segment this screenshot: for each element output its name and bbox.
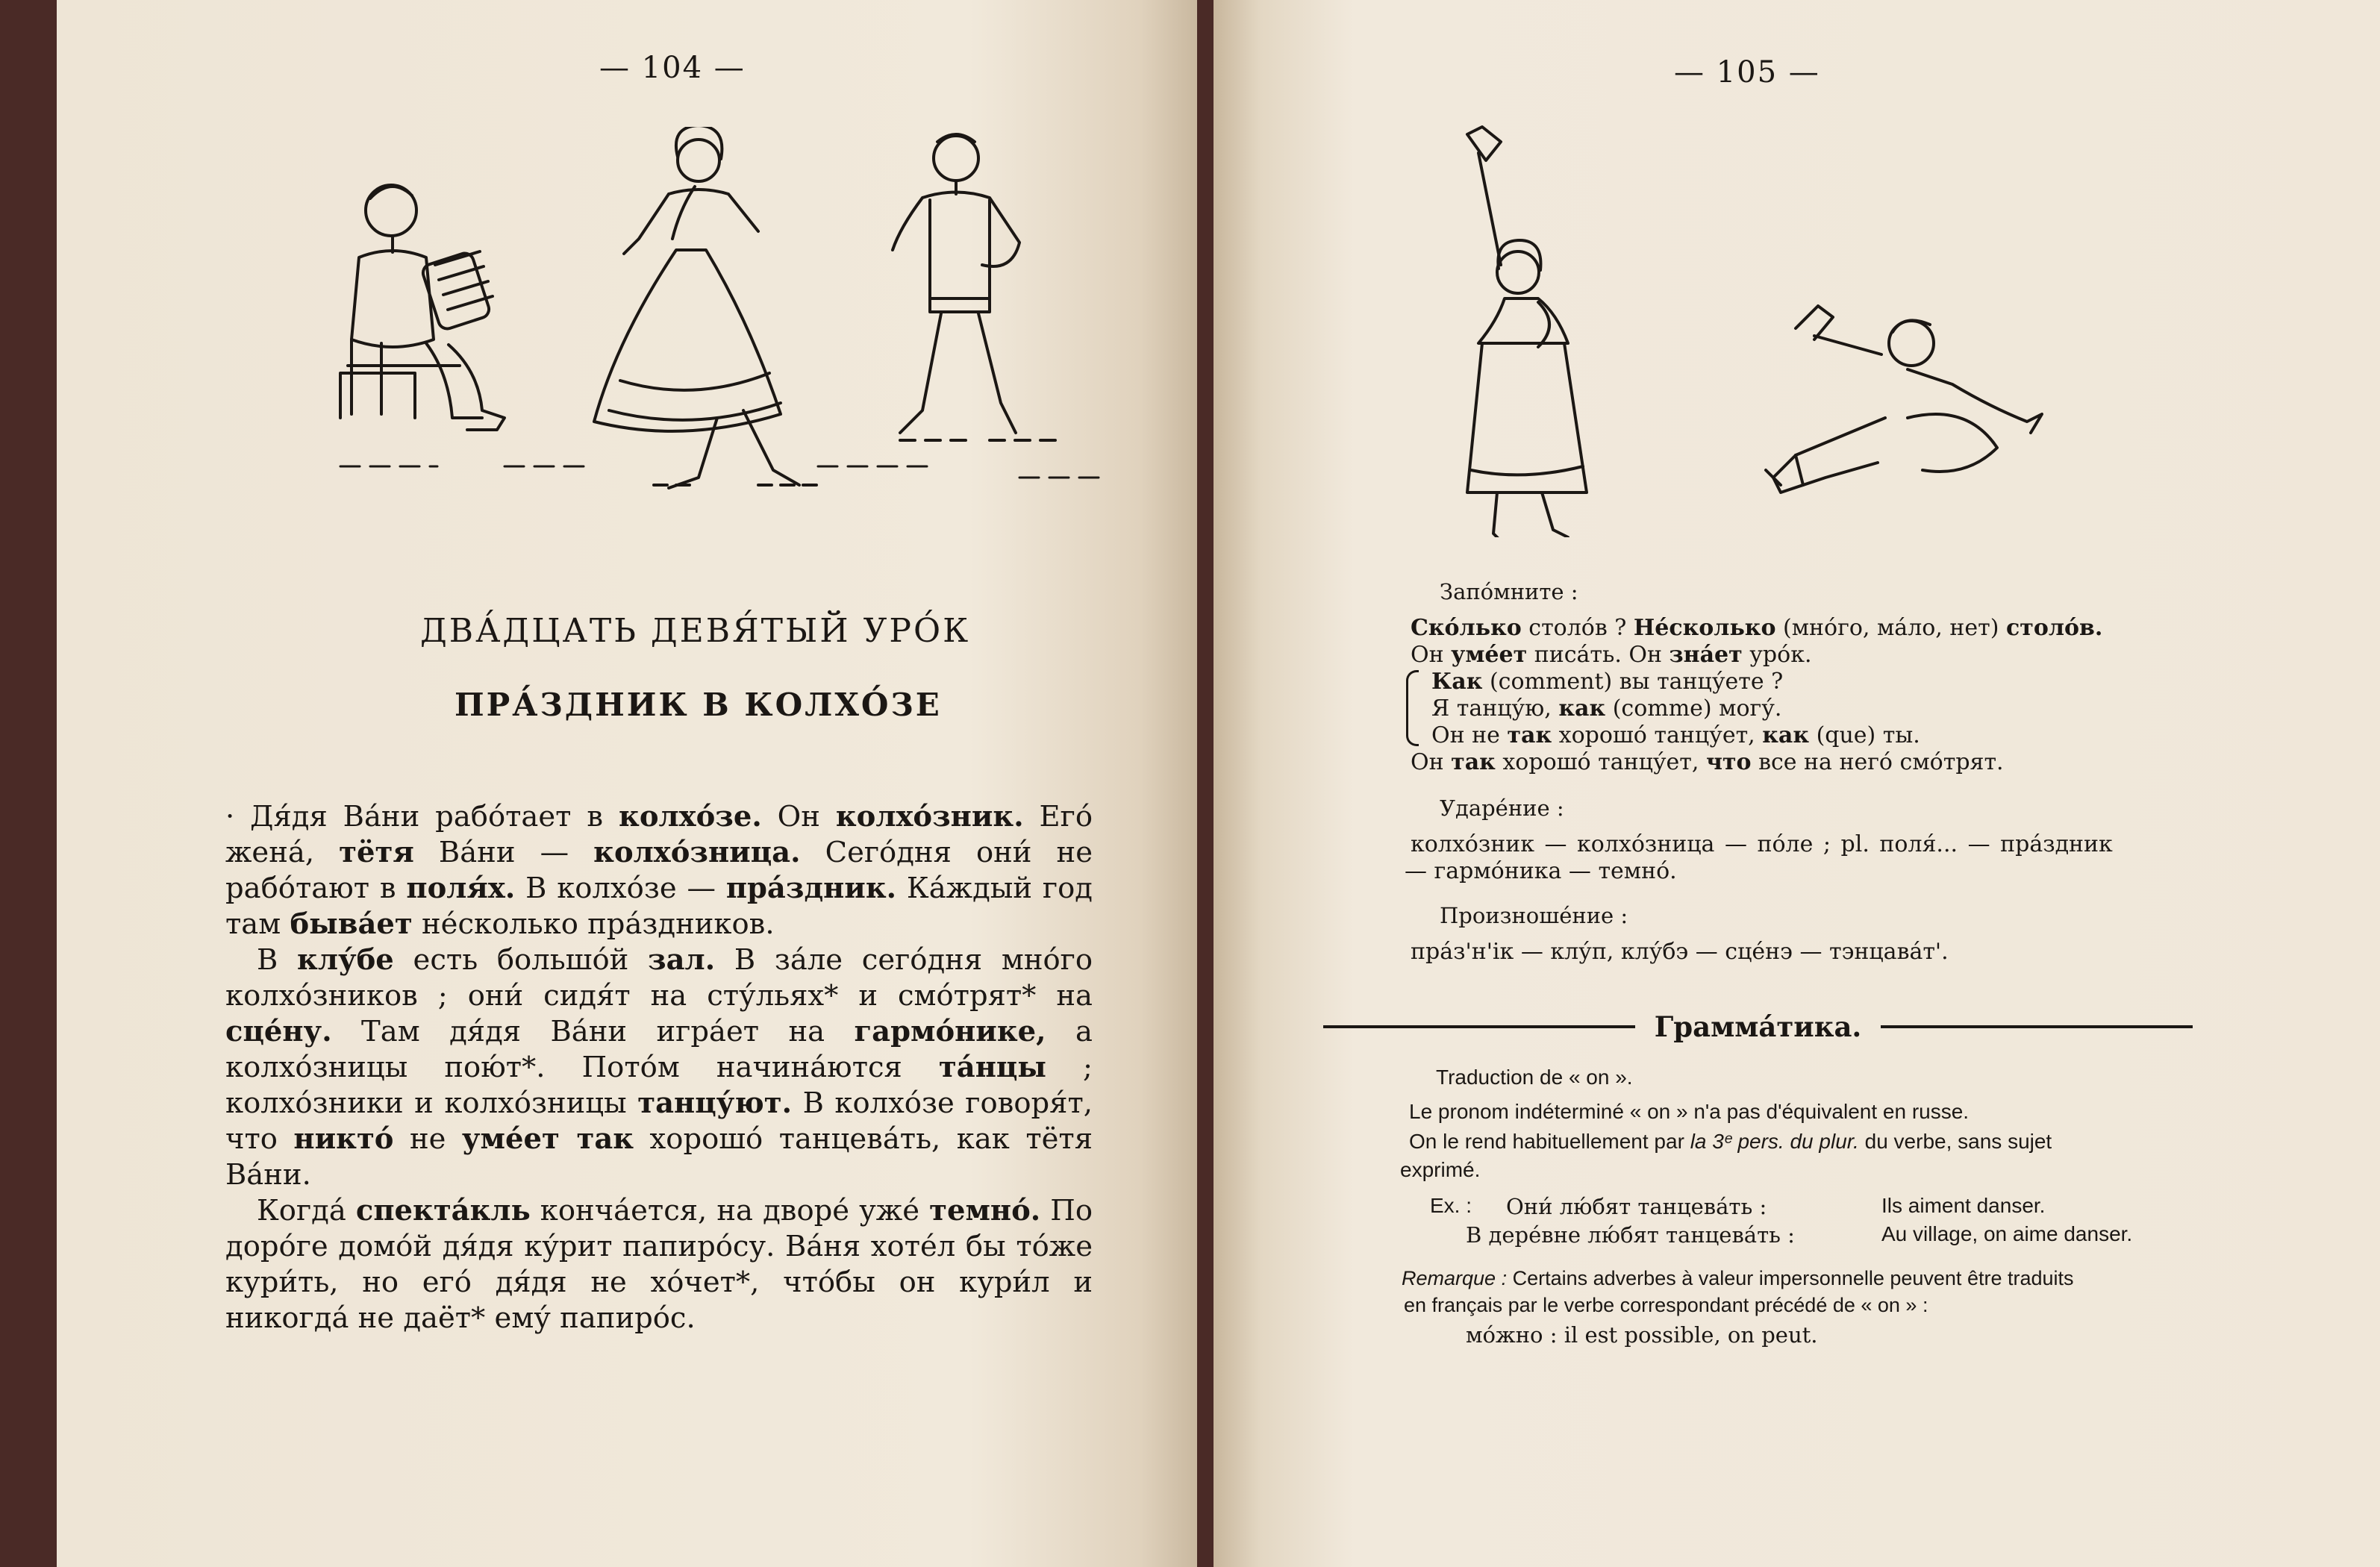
remember-line [1431,695,1781,722]
text: Там дя́дя Ва́ни игра́ет на [331,1015,855,1048]
french-line-1: Le pronom indéterminé « on » n'a pas d'équivalent en russe. [1409,1100,1970,1123]
text: хорошо́ танцева́ть, как тётя Ва́ни. [225,1122,1093,1192]
bold-text: колхо́зник. [835,800,1024,833]
brace [1406,670,1419,746]
squatting-man-drawing [1766,306,2042,492]
bold-text: колхо́зе. [619,800,762,833]
text: а колхо́зницы пою́т*. Пото́м начина́ются [225,1015,1093,1084]
text: Ка́ждый год там [225,872,1093,941]
bold-text: поля́х. [406,872,516,905]
accordion-player-drawing [340,185,505,430]
remember-line [1411,615,2102,642]
remember-heading: Запо́мните : [1440,579,1578,604]
stress-heading: Ударе́ние : [1440,795,1564,821]
bold-text: никто́ [293,1122,394,1156]
example-ru-2: В дере́вне лю́бят танцева́ть : [1466,1222,1795,1248]
bold-text: Не́сколько [1633,615,1776,641]
illustration-left [281,127,1116,515]
bold-text: танцу́ют. [637,1086,793,1120]
bold-text: так [1451,749,1496,775]
text: (comment) вы танцу́ете ? [1482,669,1784,695]
text: Сего́дня они́ не рабо́тают в [225,836,1093,905]
text: Ва́ни — [413,836,594,869]
french-line-2: On le rend habituellement par la 3ᵉ pers. du plur. du verbe, sans sujet [1409,1130,2052,1153]
text: Он [1411,642,1452,668]
text: (comme) могу́. [1605,695,1782,722]
text: конча́ется, на дворе́ уже́ [530,1194,930,1227]
grammar-heading [1323,1007,2193,1046]
lesson-title: ДВА́ДЦАТЬ ДЕВЯ́ТЫЙ УРО́К [420,612,971,650]
example-ru-1: Они́ лю́бят танцева́ть : [1506,1194,1767,1219]
bold-text: спекта́кль [355,1194,531,1227]
bold-text: как [1558,695,1606,722]
bold-text: пра́здник. [725,872,897,905]
example-fr-2: Au village, on aime danser. [1881,1222,2133,1245]
text: есть большо́й [393,943,649,977]
example-fr-1: Ils aiment danser. [1881,1194,2046,1217]
french-line-3: exprimé. [1400,1158,1481,1181]
text: В колхо́зе — [515,872,726,905]
illustration-right [1437,119,2049,537]
example-label: Ex. : [1430,1194,1472,1217]
text: Он [761,800,836,833]
grammar-rule-left [1323,1025,1635,1028]
bold-text: колхо́зница. [593,836,801,869]
bold-text: гармо́нике, [854,1015,1046,1048]
text: уро́к. [1742,642,1812,668]
bold-text: сце́ну. [225,1015,332,1048]
dancing-woman-drawing [594,127,818,488]
bold-text: Ско́лько [1411,615,1522,641]
text: Он не [1431,722,1508,748]
lesson-subtitle: ПРА́ЗДНИК В КОЛХО́ЗЕ [455,686,942,723]
paragraph-3 [225,1193,1093,1336]
bold-text: как [1762,722,1810,748]
stress-line-2: — гармо́ника — темно́. [1405,858,1677,884]
bold-text: зна́ет [1669,642,1743,668]
remark-line-1: Remarque : Certains adverbes à valeur impersonnelle peuvent être traduits [1402,1267,2074,1289]
dancing-man-drawing [893,134,1057,440]
text: Его́ жена́, [225,800,1093,869]
bold-text: уме́ет [1451,642,1528,668]
bold-text: столо́в. [2005,615,2103,641]
page-number-left: — 104 — [599,51,746,85]
grammar-rule-right [1881,1025,2193,1028]
text: не́сколько пра́здников. [412,907,775,941]
bold-text: тётя [339,836,414,869]
text: В за́ле сего́дня мно́го колхо́зников ; они́ сидя́т на сту́льях* и смо́трят* на [225,943,1093,1013]
bold-text: уме́ет так [461,1122,634,1156]
remember-line [1431,722,1920,749]
right-page [1214,0,2380,1567]
bold-text: та́нцы [938,1051,1046,1084]
remember-line [1411,749,2004,776]
paragraph-2 [225,942,1093,1193]
text: В колхо́зе говоря́т, что [225,1086,1093,1156]
text: хорошо́ танцу́ет, [1495,749,1706,775]
text: Он [1411,749,1452,775]
text: все на него́ смо́трят. [1751,749,2004,775]
remember-line [1411,642,1811,669]
bold-text: клу́бе [297,943,394,977]
bold-text: что [1705,749,1752,775]
text: хорошо́ танцу́ет, [1552,722,1763,748]
stress-line: колхо́зник — колхо́зница — по́ле ; pl. поля́... — пра́здник [1411,831,2113,857]
waving-woman-drawing [1467,127,1587,537]
text: Когда́ [257,1194,356,1227]
text: По доро́ге домо́й дя́дя ку́рит папиро́су. Ва́ня хоте́л бы то́же кури́ть, но его́ дя́дя не хо́чет*, что́бы он кури́л и никогда́ не даёт* ему́ папиро́с. [225,1194,1093,1335]
bold-text: темно́. [929,1194,1041,1227]
lesson-text [225,799,1093,1336]
grammar-title: Грамма́тика. [1654,1010,1862,1043]
bold-text: так [1507,722,1552,748]
pronunciation-heading: Произноше́ние : [1440,903,1628,928]
translation-heading: Traduction de « on ». [1436,1066,1633,1089]
text: Я танцу́ю, [1431,695,1559,722]
text: не [393,1122,462,1156]
left-page [57,0,1197,1567]
text: столо́в ? [1521,615,1634,641]
paragraph-1 [225,799,1093,942]
bold-text: зал. [648,943,716,977]
text: (мно́го, ма́ло, нет) [1775,615,2006,641]
text: В [257,943,298,977]
text: · Дя́дя Ва́ни рабо́тает в [225,800,619,833]
bold-text: быва́ет [290,907,413,941]
text: ; колхо́зники и колхо́зницы [225,1051,1093,1120]
pronunciation-line: пра́з'н'ік — клу́п, клу́бэ — сце́нэ — тэнцава́т'. [1411,939,1949,965]
bold-text: Как [1431,669,1483,695]
remark-line-3: мо́жно : il est possible, on peut. [1466,1322,1818,1348]
text: писа́ть. Он [1527,642,1670,668]
remark-line-2: en français par le verbe correspondant précédé de « on » : [1404,1294,1928,1316]
page-number-right: — 105 — [1674,55,1820,90]
text: (que) ты. [1809,722,1920,748]
remember-line [1431,669,1783,695]
